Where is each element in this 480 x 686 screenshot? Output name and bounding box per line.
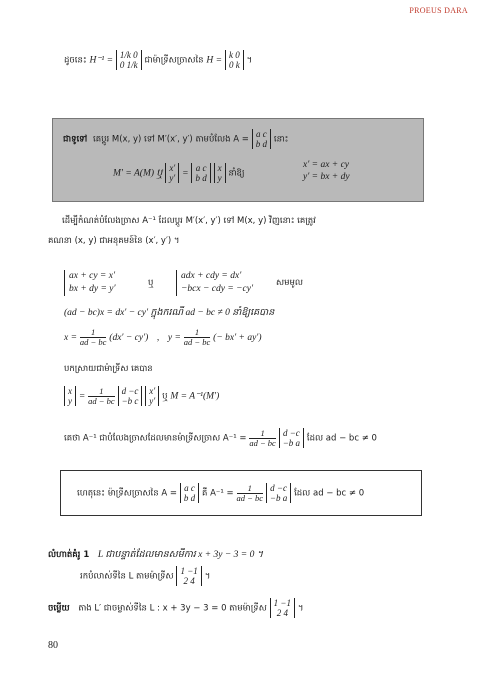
matrix-a xyxy=(180,483,199,503)
fraction-num: 1 xyxy=(237,484,264,494)
mapping-text: M′ = A(M) ឬ xyxy=(113,168,163,179)
h-rhs: H = xyxy=(206,55,223,66)
fraction xyxy=(88,387,115,406)
matrix-row: d −c xyxy=(270,483,287,493)
vector-xp xyxy=(165,163,179,183)
fraction-den: ad − bc xyxy=(79,337,107,347)
vector-x xyxy=(64,386,76,406)
matrix-row: 1/k 0 xyxy=(119,50,138,60)
equals-sign: = xyxy=(182,168,189,179)
system-eq: ax + cy = x′ xyxy=(69,271,116,281)
matrix-row: 2 4 xyxy=(183,576,195,586)
separator: , xyxy=(156,333,160,343)
answer-line xyxy=(48,598,303,618)
transform-matrix xyxy=(176,566,201,586)
end-mark: ។ xyxy=(204,571,211,582)
fraction xyxy=(249,429,276,448)
general-text: គេប្តូរ M(x, y) ទៅ M′(x′, y′) តាមបំលែង A = xyxy=(93,134,249,145)
fraction-den: ad − bc xyxy=(249,437,276,448)
conclusion-line xyxy=(64,428,377,448)
matrix-row: a c xyxy=(184,483,195,493)
matrix-row: 1 −1 xyxy=(180,566,198,576)
general-line-1 xyxy=(63,129,288,149)
equation-x: x′ = ax + cy xyxy=(303,160,350,170)
fraction-num: 1 xyxy=(249,429,276,439)
paragraph-line-1: ដើម្បីកំណត់បំលែងច្រាស A⁻¹ ដែលប្តូរ M′(x′, y′) ទៅ M(x, y) វិញនោះ គេត្រូវ xyxy=(62,216,316,226)
exercise-line xyxy=(48,548,263,562)
system-eq: adx + cdy = dx′ xyxy=(181,271,242,281)
matrix-row: y xyxy=(68,396,72,406)
condition-text: ដែល ad − bc ≠ 0 xyxy=(306,433,377,444)
matrix-row: y′ xyxy=(149,396,156,406)
matrix-form-intro: បកស្រាយជាម៉ាទ្រីស គេបាន xyxy=(64,364,153,374)
adjugate-matrix xyxy=(266,483,291,503)
matrix-row: y′ xyxy=(169,173,176,183)
fraction-num: 1 xyxy=(80,328,107,338)
matrix-row: −b a xyxy=(269,493,288,503)
general-label: ជាទូទៅ xyxy=(63,134,88,145)
h-inverse-matrix xyxy=(116,50,142,70)
general-line-2 xyxy=(113,163,244,183)
equation-y: y′ = bx + dy xyxy=(303,172,350,182)
y-rest: (− bx′ + ay′) xyxy=(213,333,262,343)
matrix-a-2 xyxy=(191,163,210,183)
end-mark: ។ xyxy=(246,55,253,66)
system-left xyxy=(64,270,116,296)
conclusion-text: គេថា A⁻¹ ជាបំលែងច្រាសដែលមានម៉ាទ្រីសច្រាស A⁻¹ = xyxy=(64,433,247,444)
fraction-num: 1 xyxy=(184,328,211,338)
implies-text: នាំឱ្យ xyxy=(228,168,245,179)
matrix-row: 0 1/k xyxy=(119,60,138,70)
solution-line xyxy=(64,328,262,347)
paragraph-line-2: គណនា (x, y) ជាអនុគមន៍នៃ (x′, y′) ។ xyxy=(48,236,180,246)
matrix-a xyxy=(252,129,271,149)
fraction-num: 1 xyxy=(88,387,115,397)
x-lhs: x = xyxy=(64,333,78,343)
h-inverse-lhs: H⁻¹ = xyxy=(89,55,114,66)
exercise-label: លំហាត់គំរូ 1 xyxy=(48,550,90,560)
fraction xyxy=(237,484,264,503)
adjugate-matrix xyxy=(279,428,304,448)
equals-sign: = xyxy=(78,391,86,402)
lead-text: ដូចនេះ xyxy=(64,55,87,66)
vector-x xyxy=(214,163,226,183)
matrix-row: x xyxy=(68,386,72,396)
system-right xyxy=(176,270,253,296)
fraction-den: ad − bc xyxy=(236,492,264,503)
matrix-row: k 0 xyxy=(228,50,240,60)
transform-matrix xyxy=(270,598,295,618)
fraction-den: ad − bc xyxy=(183,337,211,347)
or-text: ឬ xyxy=(162,391,168,402)
matrix-row: b d xyxy=(183,493,196,503)
fraction xyxy=(80,328,107,347)
answer-text: តាង L′ ជាចម្លាស់ទីនៃ L : x + 3y − 3 = 0 តាមម៉ាទ្រីស xyxy=(78,603,267,614)
matrix-row: 0 k xyxy=(228,60,240,70)
condition-text: ដែល ad − bc ≠ 0 xyxy=(294,488,365,499)
matrix-row: 1 −1 xyxy=(273,598,291,608)
equivalent-text: សមមូល xyxy=(276,278,303,288)
matrix-row: a c xyxy=(195,163,207,173)
header-title: PROEUS DARA xyxy=(409,6,468,15)
matrix-row: d −c xyxy=(121,386,139,396)
matrix-row: b d xyxy=(195,173,207,183)
or-text: ឬ xyxy=(148,278,154,288)
result-lead: ហេតុនេះ ម៉ាទ្រីសច្រាសនៃ A = xyxy=(77,488,177,499)
general-text-end: នោះ xyxy=(273,134,289,145)
matrix-row: a c xyxy=(256,129,267,139)
adjugate-matrix xyxy=(118,386,143,406)
matrix-row: x′ xyxy=(149,386,156,396)
y-lhs: y = xyxy=(167,333,181,343)
answer-label: ចម្លើយ xyxy=(48,603,70,614)
matrix-form-line xyxy=(64,386,219,406)
result-line xyxy=(77,483,364,503)
exercise-line-2 xyxy=(80,566,210,586)
matrix-row: x xyxy=(217,163,222,173)
system-eq: −bcx − cdy = −cy′ xyxy=(181,284,254,294)
inverse-h-line xyxy=(64,50,252,70)
exercise-text: L ជាបន្ទាត់ដែលមានសមីការ x + 3y − 3 = 0 ។ xyxy=(97,550,263,560)
matrix-row: −b a xyxy=(282,438,301,448)
short-form: M = A⁻¹(M′) xyxy=(170,391,220,402)
matrix-row: d −c xyxy=(282,428,300,438)
page-number: 80 xyxy=(48,640,58,651)
matrix-row: 2 4 xyxy=(276,608,288,618)
middle-text: ជាម៉ាទ្រីសច្រាសនៃ xyxy=(144,55,204,66)
result-mid: គឺ A⁻¹ = xyxy=(201,488,234,499)
general-case-box xyxy=(52,118,424,202)
matrix-row: b d xyxy=(255,139,267,149)
fraction-den: ad − bc xyxy=(88,395,115,406)
matrix-row: y xyxy=(217,173,222,183)
matrix-row: −b c xyxy=(121,396,139,406)
matrix-row: x′ xyxy=(169,163,176,173)
determinant-line: (ad − bc)x = dx′ − cy′ ក្នុងករណី ad − bc ≠ 0 នាំឱ្យគេបាន xyxy=(64,308,275,318)
fraction xyxy=(184,328,211,347)
system-eq: bx + dy = y′ xyxy=(69,284,116,294)
exercise-text-2: រកបំលាស់ទីនៃ L តាមម៉ាទ្រីស xyxy=(80,571,174,582)
x-rest: (dx′ − cy′) xyxy=(109,333,149,343)
result-box xyxy=(60,470,422,516)
end-mark: ។ xyxy=(297,603,304,614)
vector-xp xyxy=(145,386,159,406)
h-matrix xyxy=(225,50,244,70)
mapping-equations xyxy=(303,159,350,183)
